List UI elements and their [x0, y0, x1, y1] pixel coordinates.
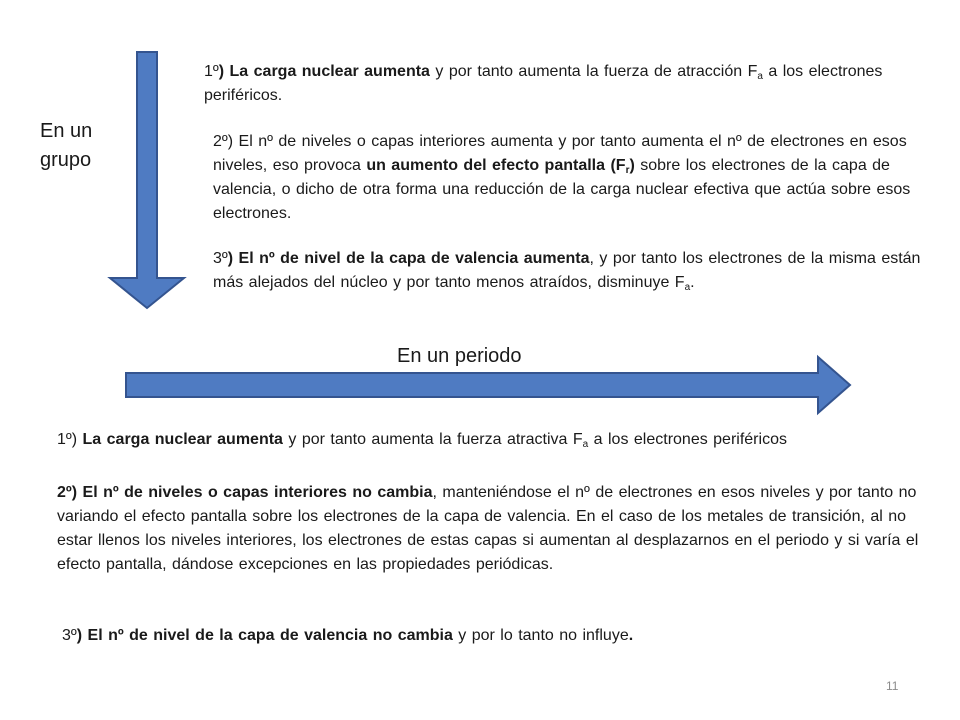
period-p1-number: 1º) — [57, 431, 78, 448]
group-paragraph-2 — [213, 130, 913, 226]
group-label — [40, 117, 92, 175]
period-p3-text: y por lo tanto no influye — [452, 627, 629, 644]
period-p3-number: 3º — [62, 627, 77, 644]
period-p2-text: , manteniéndose el nº de electrones en esos niveles y por tanto no variando el efecto pantalla sobre los electrones de la capa de valencia. En el caso de los metales de transición, al no estar llenos los niveles interiores, los electrones de estas capas si aumentan al desplazarnos en el periodo y si varía el efecto pantalla, dándose excepciones en las propiedades periódicas. — [57, 484, 919, 573]
group-p2-bold: un aumento del efecto pantalla (F — [366, 157, 626, 174]
period-p1-tail: a los electrones periféricos — [588, 431, 787, 448]
group-p1-number: 1º — [204, 63, 219, 80]
period-paragraph-2 — [57, 481, 935, 577]
period-p3-tail: . — [628, 627, 634, 644]
period-paragraph-3 — [62, 624, 882, 648]
period-p1-subscript: a — [582, 439, 589, 450]
arrow-down-shape — [110, 52, 184, 308]
group-paragraph-3 — [213, 247, 929, 295]
period-p1-bold: La carga nuclear aumenta — [77, 431, 283, 448]
group-p3-tail: . — [690, 274, 695, 291]
arrow-right-shape — [126, 357, 850, 413]
group-p1-tail: a los electrones periféricos. — [204, 63, 883, 104]
group-p2-bold-end: ) — [629, 157, 635, 174]
period-label: En un periodo — [397, 345, 522, 367]
group-p1-text: y por tanto aumenta la fuerza de atracción F — [429, 63, 758, 80]
period-p1-text: y por tanto aumenta la fuerza atractiva F — [282, 431, 583, 448]
period-paragraph-1 — [57, 428, 937, 452]
group-label-line1: En un — [40, 120, 93, 142]
group-p2-text: sobre los electrones de la capa de valencia, o dicho de otra forma una reducción de la carga nuclear efectiva que actúa sobre esos electrones. — [213, 157, 911, 222]
group-p3-number: 3º — [213, 250, 228, 267]
arrow-down-icon — [122, 50, 188, 312]
group-label-line2: grupo — [40, 149, 92, 171]
page-number: 11 — [886, 679, 899, 693]
group-p1-subscript: a — [757, 71, 763, 82]
period-p2-bold: 2º) El nº de niveles o capas interiores no cambia — [57, 484, 433, 501]
arrow-right-icon — [126, 355, 854, 417]
group-p1-bold: ) La carga nuclear aumenta — [218, 63, 430, 80]
group-p3-bold: ) El nº de nivel de la capa de valencia aumenta — [227, 250, 590, 267]
group-p2-text-start: 2º) El nº de niveles o capas interiores aumenta y por tanto aumenta el nº de electrones en esos niveles, eso provoca — [213, 133, 907, 174]
group-p3-subscript: a — [684, 282, 691, 293]
period-p3-bold: ) El nº de nivel de la capa de valencia no cambia — [76, 627, 453, 644]
group-p2-subscript: r — [625, 165, 630, 176]
group-paragraph-1 — [204, 60, 916, 108]
group-p3-text: , y por tanto los electrones de la misma están más alejados del núcleo y por tanto menos atraídos, disminuye F — [213, 250, 921, 291]
